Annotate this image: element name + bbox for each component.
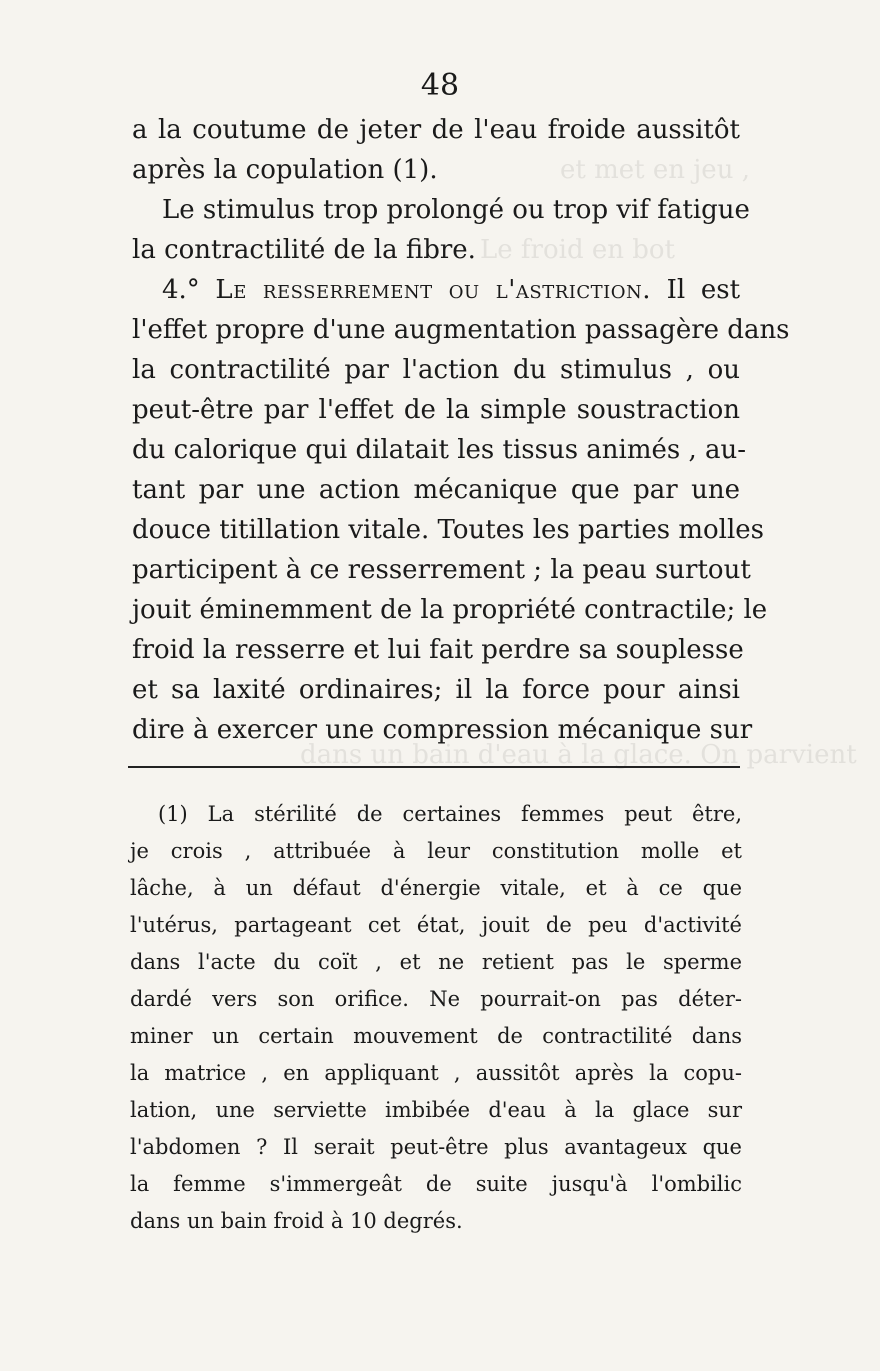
footnote-line: miner un certain mouvement de contractilité dans (130, 1024, 742, 1048)
text-line: douce titillation vitale. Toutes les parties molles (132, 515, 764, 545)
footnote-line: (1) La stérilité de certaines femmes peut être, (158, 802, 742, 826)
text-line: tant par une action mécanique que par une (132, 475, 740, 505)
text-line: la contractilité par l'action du stimulus , ou (132, 355, 740, 385)
section-title: Le resserrement ou l'astriction. (215, 275, 652, 305)
text-line: peut-être par l'effet de la simple soustraction (132, 395, 740, 425)
text-line: l'effet propre d'une augmentation passagère dans (132, 315, 790, 345)
footnote-line: la matrice , en appliquant , aussitôt après la copu- (130, 1061, 742, 1085)
footnote-line: lâche, à un défaut d'énergie vitale, et à ce que (130, 876, 742, 900)
text-line: dire à exercer une compression mécanique sur (132, 715, 753, 745)
section-heading-line (132, 270, 740, 310)
section-number: 4.° (162, 275, 200, 305)
footnote-line: dardé vers son orifice. Ne pourrait-on pas déter- (130, 987, 742, 1011)
page-number: 48 (420, 68, 460, 103)
footnote-line: la femme s'immergeât de suite jusqu'à l'ombilic (130, 1172, 742, 1196)
text-line: Le stimulus trop prolongé ou trop vif fatigue (162, 195, 750, 225)
text-line: froid la resserre et lui fait perdre sa souplesse (132, 635, 744, 665)
show-through: Le froid en bot (480, 235, 675, 265)
show-through: dans un bain d'eau à la glace. On parvient (300, 740, 857, 770)
section-heading-rest: Il est (651, 275, 741, 305)
footnote-line: dans un bain froid à 10 degrés. (130, 1209, 463, 1233)
text-line: jouit éminemment de la propriété contractile; le (132, 595, 768, 625)
footnote-line: je crois , attribuée à leur constitution molle et (130, 839, 742, 863)
footnote-line: l'utérus, partageant cet état, jouit de peu d'activité (130, 913, 742, 937)
footnote-line: l'abdomen ? Il serait peut-être plus avantageux que (130, 1135, 742, 1159)
footnote-line: lation, une serviette imbibée d'eau à la glace sur (130, 1098, 742, 1122)
footnote-line: dans l'acte du coït , et ne retient pas le sperme (130, 950, 742, 974)
text-line: la contractilité de la fibre. (132, 235, 476, 265)
text-line: du calorique qui dilatait les tissus animés , au- (132, 435, 747, 465)
text-line: a la coutume de jeter de l'eau froide aussitôt (132, 115, 740, 145)
footnote-divider (128, 766, 740, 768)
text-line: et sa laxité ordinaires; il la force pour ainsi (132, 675, 740, 705)
text-line: après la copulation (1). (132, 155, 438, 185)
text-line: participent à ce resserrement ; la peau surtout (132, 555, 751, 585)
show-through: et met en jeu , (560, 155, 750, 185)
